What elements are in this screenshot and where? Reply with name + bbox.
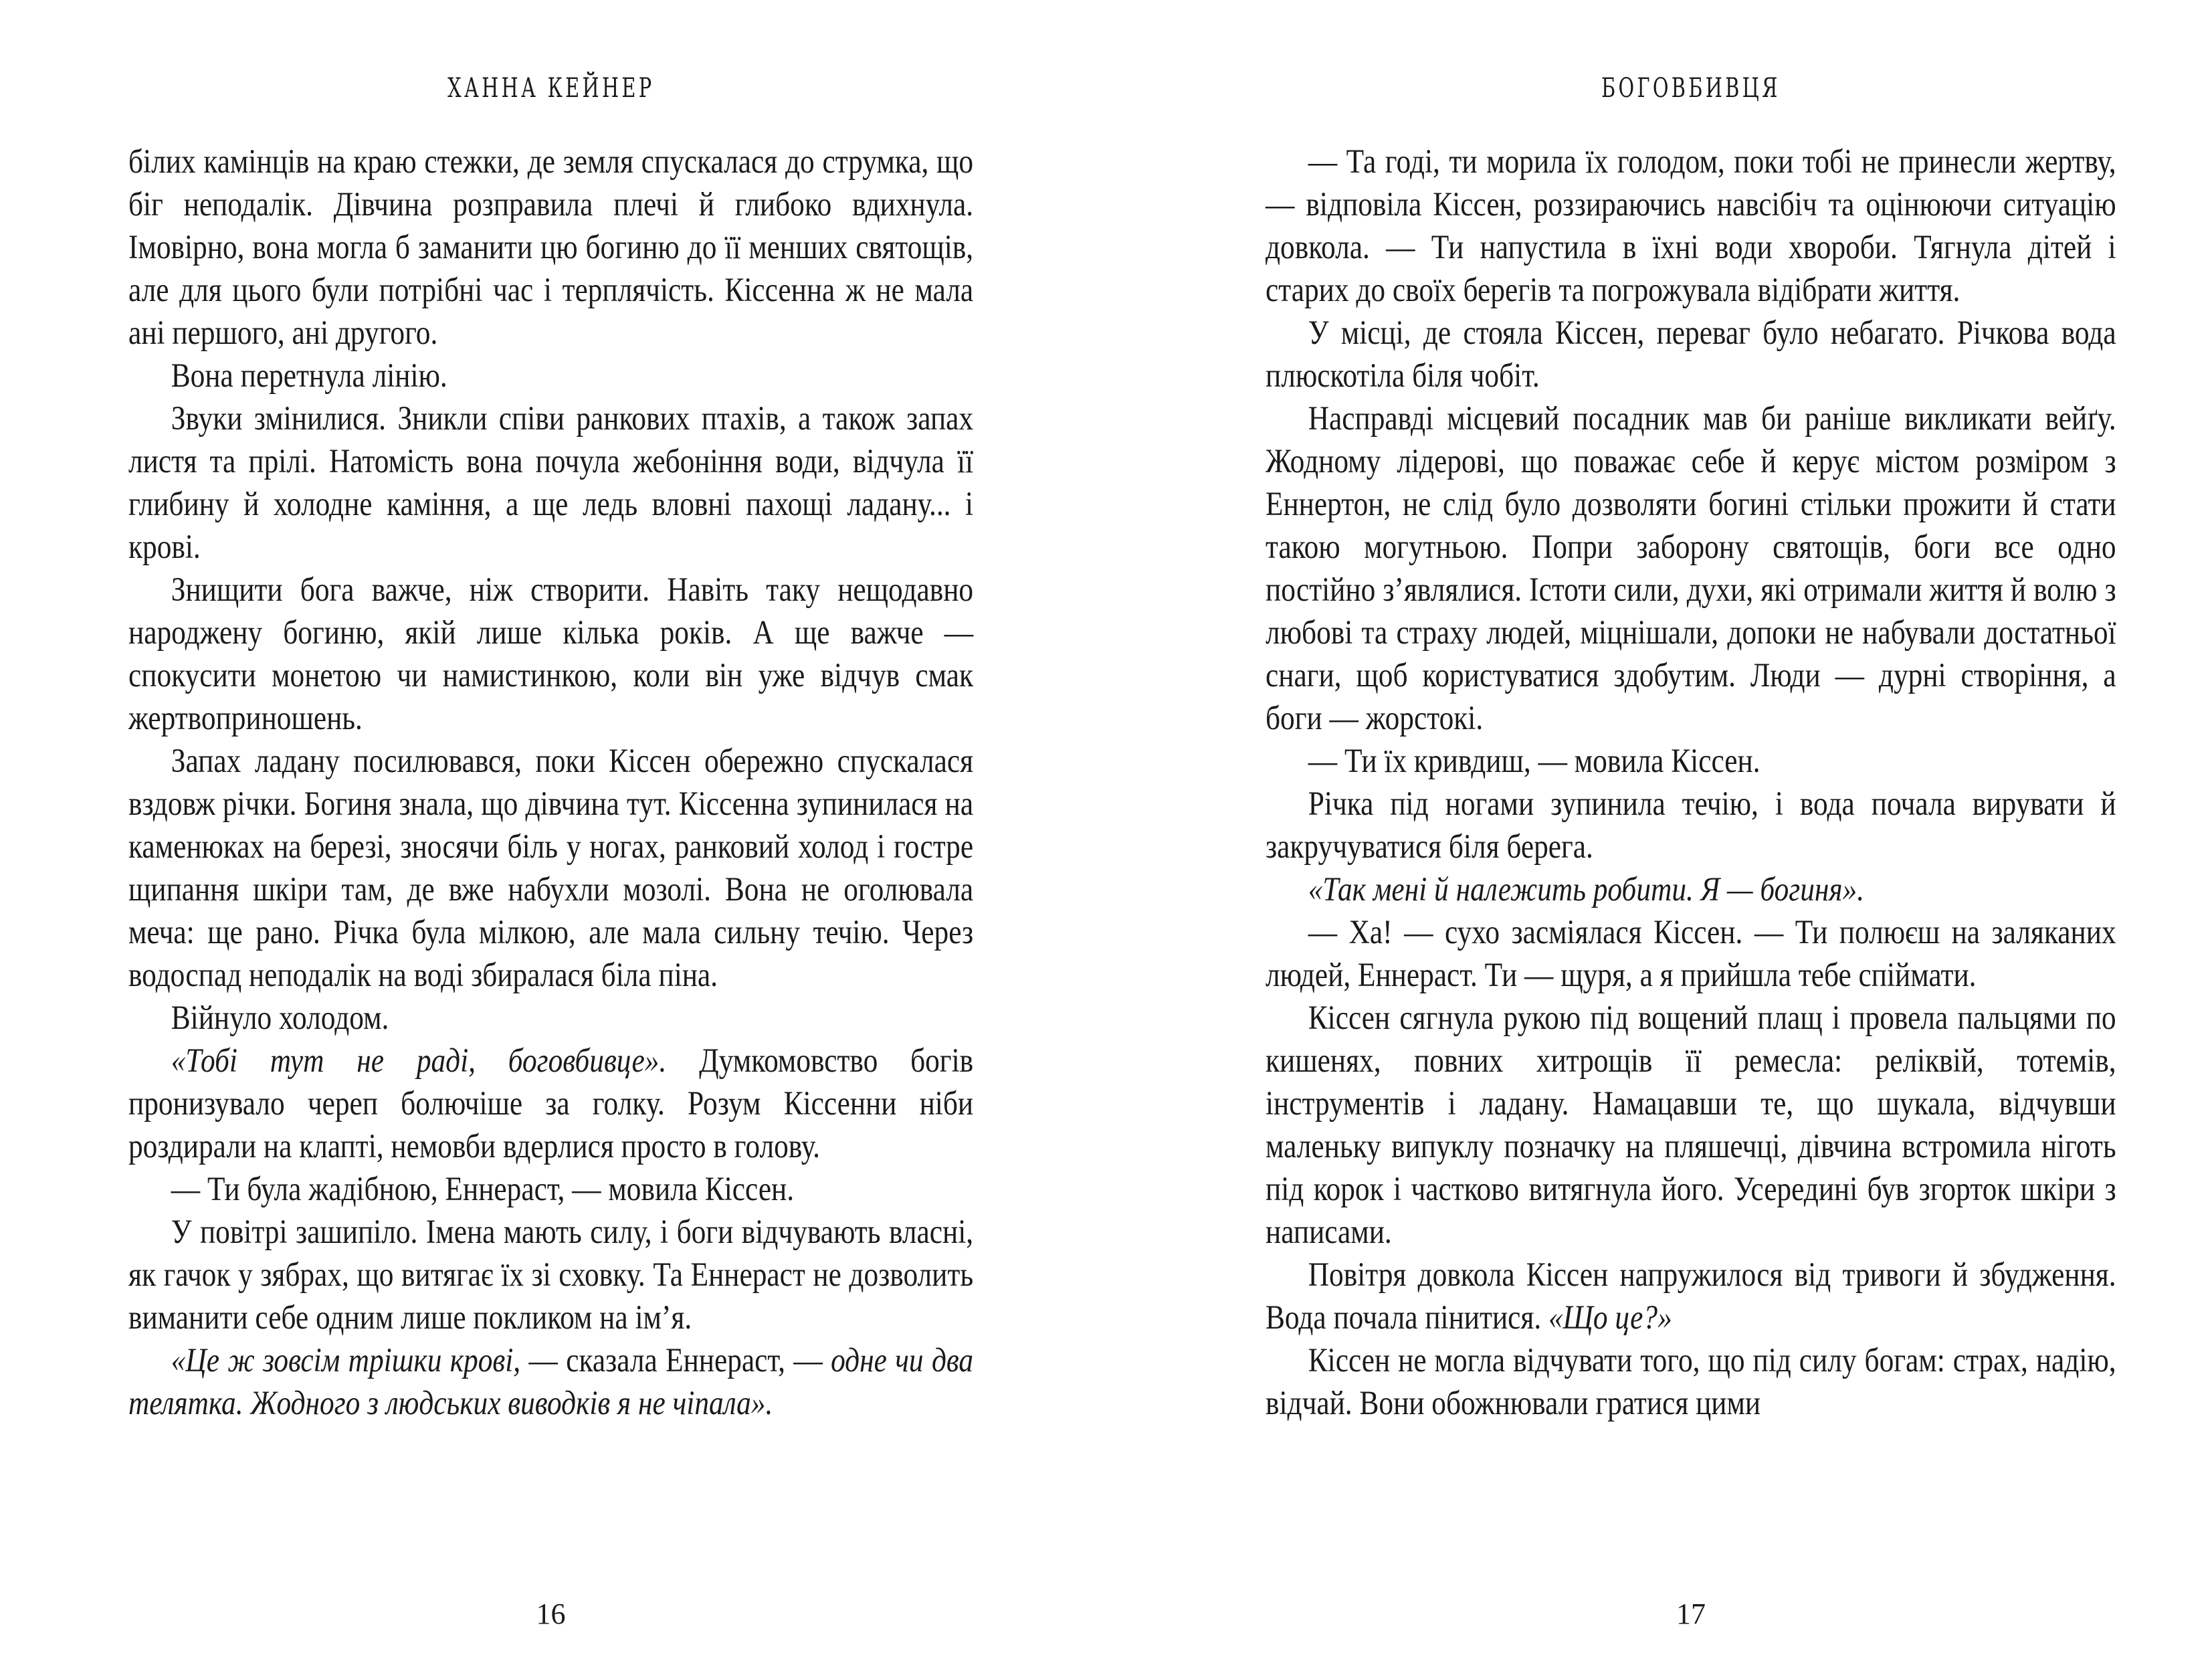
- text-run: Повітря довкола Кіссен напружилося від тривоги й збудження. Вода почала пінитися.: [1266, 1256, 2116, 1337]
- paragraph: [128, 140, 973, 355]
- paragraph: [1266, 740, 2116, 783]
- text-run: Знищити бога важче, ніж створити. Навіть таку нещодавно народжену богиню, якій лише кілька років. А ще важче — спокусити монетою чи намистинкою, коли він уже відчув смак жертвоприношень.: [128, 571, 974, 737]
- paragraph: [1266, 783, 2116, 868]
- italic-text-run: одне чи два телятка. Жодного з людських виводків я не чіпала».: [128, 1342, 974, 1422]
- paragraph: [128, 1211, 973, 1339]
- paragraph: [1266, 997, 2116, 1254]
- text-run: — Ти їх кривдиш, — мовила Кіссен.: [1308, 743, 1761, 780]
- text-run: Вона перетнула лінію.: [171, 357, 447, 395]
- paragraph: [1266, 1254, 2116, 1339]
- right-page: [1266, 0, 2116, 1659]
- italic-text-run: «Це ж зовсім трішки крові,: [171, 1342, 529, 1379]
- text-run: Насправді місцевий посадник мав би раніше викликати вейґу. Жодному лідерові, що поважає себе й керує містом розміром з Еннертон, не слід було дозволяти богині стільки прожити й стати такою могутньою. Попри заборону святощів, боги все одно постійно з’являлися. Істоти сили, духи, які отримали життя й волю з любові та страху людей, міцнішали, допоки не набували достатньої снаги, щоб користуватися здобутим. Люди — дурні створіння, а боги — жорстокі.: [1266, 400, 2116, 737]
- right-page-number: 17: [1676, 1597, 1706, 1630]
- italic-text-run: «Тобі тут не раді, боговбивце».: [171, 1042, 667, 1080]
- text-run: Війнуло холодом.: [171, 999, 389, 1037]
- left-page-number: 16: [536, 1597, 566, 1630]
- paragraph: [128, 1040, 973, 1168]
- text-run: Звуки змінилися. Зникли співи ранкових птахів, а також запах листя та прілі. Натомість вона почула жебоніння води, відчула її глибину й холодне каміння, а ще ледь вловні пахощі ладану... і крові.: [128, 400, 974, 566]
- left-running-head: [128, 72, 973, 104]
- text-run: Запах ладану посилювався, поки Кіссен обережно спускалася вздовж річки. Богиня знала, що дівчина тут. Кіссенна зупинилася на каменюках на березі, зносячи біль у ногах, ранковий холод і гостре щипання шкіри там, де вже набухли мозолі. Вона не оголювала меча: ще рано. Річка була мілкою, але мала сильну течію. Через водоспад неподалік на воді збиралася біла піна.: [128, 743, 974, 994]
- left-body-text: [128, 140, 973, 1425]
- text-run: Думкомовство богів пронизувало череп болючіше за голку. Розум Кіссенни ніби роздирали на клапті, немовби вдерлися просто в голову.: [128, 1042, 974, 1165]
- text-run: Кіссен не могла відчувати того, що під силу богам: страх, надію, відчай. Вони обожнювали гратися цими: [1266, 1342, 2116, 1422]
- paragraph: [1266, 312, 2116, 397]
- right-running-head: [1266, 72, 2116, 104]
- paragraph: [128, 1168, 973, 1211]
- text-run: Річка під ногами зупинила течію, і вода почала вирувати й закручуватися біля берега.: [1266, 785, 2116, 866]
- italic-text-run: «Так мені й належить робити. Я — богиня».: [1308, 871, 1865, 908]
- text-run: — сказала Еннераст, —: [528, 1342, 831, 1379]
- paragraph: [1266, 1339, 2116, 1425]
- text-run: У повітрі зашипіло. Імена мають силу, і боги відчувають власні, як гачок у зябрах, що витягає їх зі сховку. Та Еннераст не дозволить виманити себе одним лише покликом на ім’я.: [128, 1213, 974, 1337]
- left-page: [128, 0, 973, 1659]
- paragraph: [128, 1339, 973, 1425]
- text-run: — Та годі, ти морила їх голодом, поки тобі не принесли жертву, — відповіла Кіссен, роззираючись навсібіч та оцінюючи ситуацію довкола. — Ти напустила в їхні води хвороби. Тягнула дітей і старих до своїх берегів та погрожувала відібрати життя.: [1266, 143, 2116, 309]
- paragraph: [1266, 397, 2116, 740]
- text-run: — Ти була жадібною, Еннераст, — мовила Кіссен.: [171, 1171, 795, 1208]
- paragraph: [1266, 868, 2116, 911]
- italic-text-run: «Що це?»: [1548, 1299, 1672, 1337]
- paragraph: [128, 397, 973, 569]
- paragraph: [128, 355, 973, 397]
- paragraph: [128, 740, 973, 997]
- left-running-head-text: ХАННА КЕЙНЕР: [447, 73, 655, 104]
- right-body-text: [1266, 140, 2116, 1425]
- text-run: білих камінців на краю стежки, де земля спускалася до струмка, що біг неподалік. Дівчина розправила плечі й глибоко вдихнула. Імовірно, вона могла б заманити цю богиню до її менших святощів, але для цього були потрібні час і терплячість. Кіссенна ж не мала ані першого, ані другого.: [128, 143, 974, 352]
- paragraph: [128, 569, 973, 740]
- paragraph: [1266, 140, 2116, 312]
- text-run: У місці, де стояла Кіссен, переваг було небагато. Річкова вода плюскотіла біля чобіт.: [1266, 314, 2116, 395]
- text-run: Кіссен сягнула рукою під вощений плащ і провела пальцями по кишенях, повних хитрощів її ремесла: реліквій, тотемів, інструментів і ладану. Намацавши те, що шукала, відчувши маленьку випуклу позначку на пляшечці, дівчина встромила ніготь під корок і частково витягнула його. Усередині був згорток шкіри з написами.: [1266, 999, 2116, 1251]
- right-running-head-text: БОГОВБИВЦЯ: [1601, 73, 1781, 104]
- paragraph: [128, 997, 973, 1040]
- text-run: — Ха! — сухо засміялася Кіссен. — Ти полюєш на заляканих людей, Еннераст. Ти — щуря, а я прийшла тебе спіймати.: [1266, 914, 2116, 994]
- paragraph: [1266, 911, 2116, 997]
